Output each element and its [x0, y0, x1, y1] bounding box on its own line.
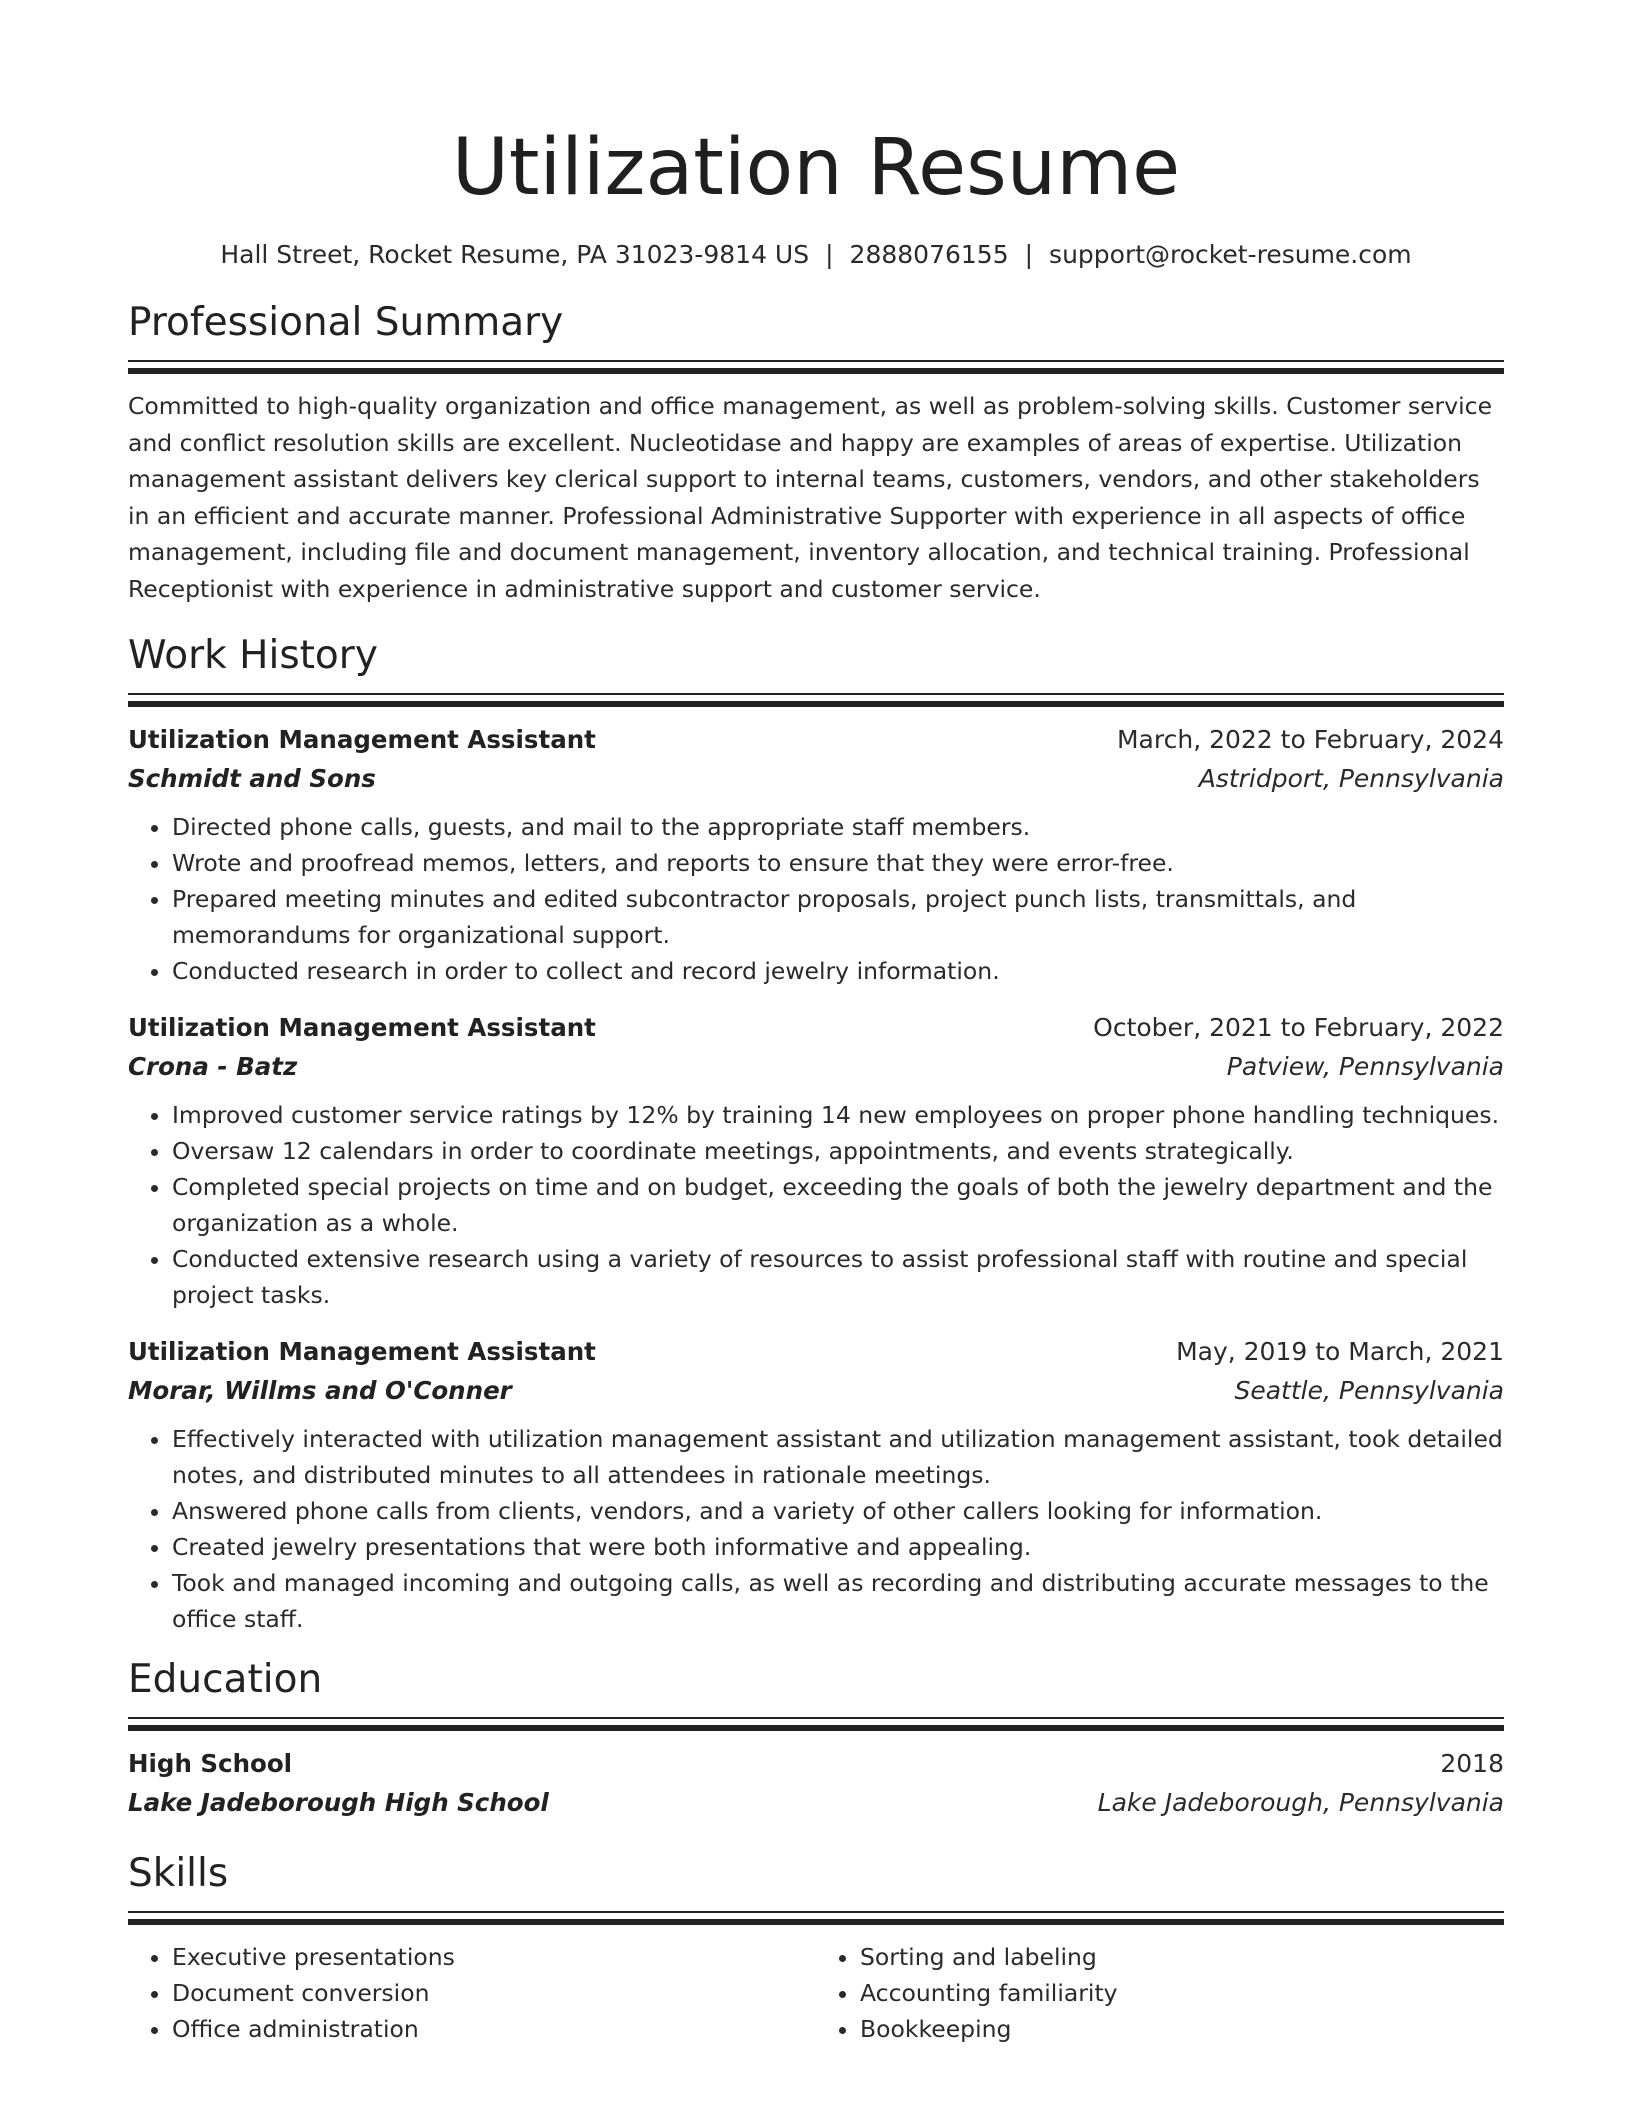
- contact-email: support@rocket-resume.com: [1049, 240, 1412, 269]
- list-item: • Bookkeeping: [860, 2011, 1504, 2047]
- job-bullets: [128, 1097, 1504, 1313]
- resume-name: Utilization Resume: [451, 123, 1181, 213]
- job-entry: [128, 1009, 1504, 1313]
- contact-address: Hall Street, Rocket Resume, PA 31023-9814 US: [220, 240, 810, 269]
- list-item: • Effectively interacted with utilization management assistant and utilization management assistant, took detailed notes, and distributed minutes to all attendees in rationale meetings.: [172, 1421, 1504, 1493]
- list-item: • Accounting familiarity: [860, 1975, 1504, 2011]
- job-bullets: [128, 809, 1504, 989]
- education-year: 2018: [1440, 1749, 1504, 1778]
- section-rule: [128, 1911, 1504, 1913]
- skills-columns: [128, 1939, 1504, 2047]
- education-school: Lake Jadeborough High School: [128, 1788, 549, 1817]
- education-location: Lake Jadeborough, Pennsylvania: [1097, 1788, 1504, 1817]
- skills-list-right: [816, 1939, 1504, 2047]
- section-rule: [128, 1717, 1504, 1719]
- job-entry: [128, 721, 1504, 989]
- section-rule-thick: [128, 1725, 1504, 1731]
- list-item: • Took and managed incoming and outgoing calls, as well as recording and distributing accurate messages to the office staff.: [172, 1565, 1504, 1637]
- list-item: • Document conversion: [172, 1975, 816, 2011]
- skills-section: [128, 1849, 1504, 2047]
- section-rule: [128, 693, 1504, 695]
- job-dates: May, 2019 to March, 2021: [1176, 1337, 1504, 1366]
- list-item: • Office administration: [172, 2011, 816, 2047]
- job-title: Utilization Management Assistant: [128, 1337, 596, 1366]
- list-item: • Answered phone calls from clients, vendors, and a variety of other callers looking for information.: [172, 1493, 1504, 1529]
- list-item: • Completed special projects on time and on budget, exceeding the goals of both the jewelry department and the organization as a whole.: [172, 1169, 1504, 1241]
- contact-phone: 2888076155: [849, 240, 1009, 269]
- job-dates: March, 2022 to February, 2024: [1116, 725, 1504, 754]
- section-rule: [128, 360, 1504, 362]
- education-section: [128, 1655, 1504, 1823]
- section-title-work: Work History: [128, 633, 378, 678]
- summary-section: [128, 298, 1504, 607]
- section-rule-thick: [128, 368, 1504, 374]
- list-item: • Prepared meeting minutes and edited subcontractor proposals, project punch lists, transmittals, and memorandums for organizational support.: [172, 881, 1504, 953]
- list-item: • Sorting and labeling: [860, 1939, 1504, 1975]
- job-location: Astridport, Pennsylvania: [1198, 764, 1504, 793]
- list-item: • Created jewelry presentations that were both informative and appealing.: [172, 1529, 1504, 1565]
- section-rule-thick: [128, 701, 1504, 707]
- job-entry: [128, 1333, 1504, 1637]
- list-item: • Directed phone calls, guests, and mail to the appropriate staff members.: [172, 809, 1504, 845]
- job-dates: October, 2021 to February, 2022: [1093, 1013, 1504, 1042]
- skills-list-left: [128, 1939, 816, 2047]
- section-title-education: Education: [128, 1657, 323, 1702]
- list-item: • Conducted extensive research using a variety of resources to assist professional staff with routine and special project tasks.: [172, 1241, 1504, 1313]
- job-location: Seattle, Pennsylvania: [1234, 1376, 1504, 1405]
- work-section: [128, 631, 1504, 1637]
- list-item: • Conducted research in order to collect and record jewelry information.: [172, 953, 1504, 989]
- list-item: • Oversaw 12 calendars in order to coordinate meetings, appointments, and events strategically.: [172, 1133, 1504, 1169]
- contact-separator: |: [1024, 240, 1034, 269]
- summary-text: Committed to high-quality organization and office management, as well as problem-solving skills. Customer service and conflict resolution skills are excellent. Nucleotidase and happy are examples of areas of expertise. Utilization management assistant delivers key clerical support to internal teams, customers, vendors, and other stakeholders in an efficient and accurate manner. Professional Administrative Supporter with experience in all aspects of office management, including file and document management, inventory allocation, and technical training. Professional Receptionist with experience in administrative support and customer service.: [128, 392, 1493, 603]
- section-title-summary: Professional Summary: [128, 300, 564, 345]
- contact-line: [128, 238, 1504, 272]
- contact-separator: |: [825, 240, 834, 269]
- section-rule-thick: [128, 1919, 1504, 1925]
- job-title: Utilization Management Assistant: [128, 725, 596, 754]
- job-title: Utilization Management Assistant: [128, 1013, 596, 1042]
- section-title-skills: Skills: [128, 1851, 229, 1896]
- list-item: • Wrote and proofread memos, letters, and reports to ensure that they were error-free.: [172, 845, 1504, 881]
- job-employer: Crona - Batz: [128, 1052, 298, 1081]
- list-item: • Improved customer service ratings by 12% by training 14 new employees on proper phone handling techniques.: [172, 1097, 1504, 1133]
- job-employer: Morar, Willms and O'Conner: [128, 1376, 512, 1405]
- job-bullets: [128, 1421, 1504, 1637]
- job-employer: Schmidt and Sons: [128, 764, 376, 793]
- job-location: Patview, Pennsylvania: [1226, 1052, 1504, 1081]
- list-item: • Executive presentations: [172, 1939, 816, 1975]
- education-degree: High School: [128, 1749, 293, 1778]
